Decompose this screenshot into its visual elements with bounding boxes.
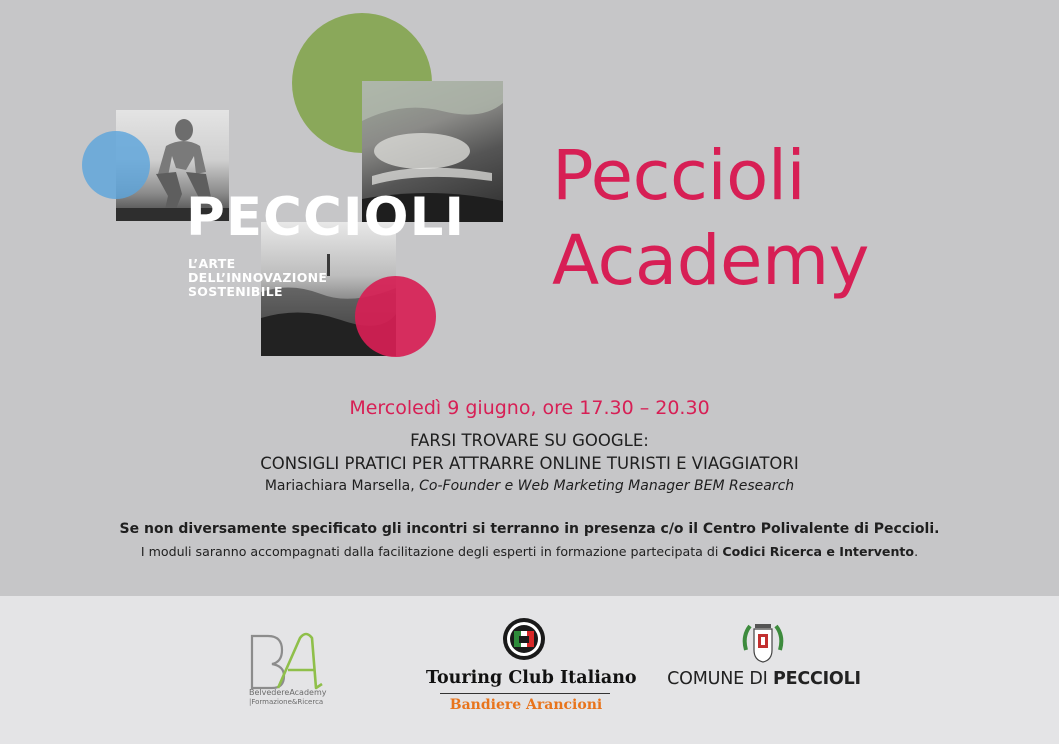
touring-club-emblem-icon <box>502 617 546 661</box>
facilitation-bold: Codici Ricerca e Intervento <box>722 544 915 559</box>
belvedere-name: BelvedereAcademy <box>249 688 327 697</box>
touring-divider <box>440 693 610 694</box>
speaker-line <box>0 477 1059 495</box>
peccioli-logo-word: PECCIOLI <box>186 187 466 248</box>
title-line-2: Academy <box>552 221 870 301</box>
page-edge <box>1059 0 1063 749</box>
tagline-line-1: L’ARTE <box>188 256 236 271</box>
touring-club-name: Touring Club Italiano <box>426 668 637 688</box>
blue-circle <box>82 131 150 199</box>
topic-line-1: FARSI TROVARE SU GOOGLE: <box>410 431 649 450</box>
tagline-line-2: DELL’INNOVAZIONE <box>188 270 328 285</box>
tagline-line-3: SOSTENIBILE <box>188 284 283 299</box>
facilitation-suffix: . <box>914 544 919 559</box>
speaker-separator: , <box>410 478 420 494</box>
comune-crest-icon <box>740 620 786 666</box>
speaker-role: Co-Founder e Web Marketing Manager BEM Research <box>419 478 795 494</box>
comune-peccioli: PECCIOLI <box>772 669 861 689</box>
venue-note: Se non diversamente specificato gli incontri si terranno in presenza c/o il Centro Polivalente di Peccioli. <box>119 521 940 537</box>
belvedere-sub: |Formazione&Ricerca <box>249 698 324 706</box>
comune-name <box>664 669 864 689</box>
bandiere-arancioni: Bandiere Arancioni <box>449 697 603 713</box>
topic-line-2: CONSIGLI PRATICI PER ATTRARRE ONLINE TURISTI E VIAGGIATORI <box>260 454 799 473</box>
speaker-name: Mariachiara Marsella <box>264 478 411 494</box>
facilitation-prefix: I moduli saranno accompagnati dalla facilitazione degli esperti in formazione partecipata di <box>140 544 723 559</box>
event-date: Mercoledì 9 giugno, ore 17.30 – 20.30 <box>349 397 710 419</box>
pink-circle <box>355 276 436 357</box>
title-line-1: Peccioli <box>552 136 806 216</box>
comune-prefix: COMUNE DI <box>667 669 773 689</box>
facilitation-note <box>0 544 1059 560</box>
logo-tagline <box>188 257 327 299</box>
